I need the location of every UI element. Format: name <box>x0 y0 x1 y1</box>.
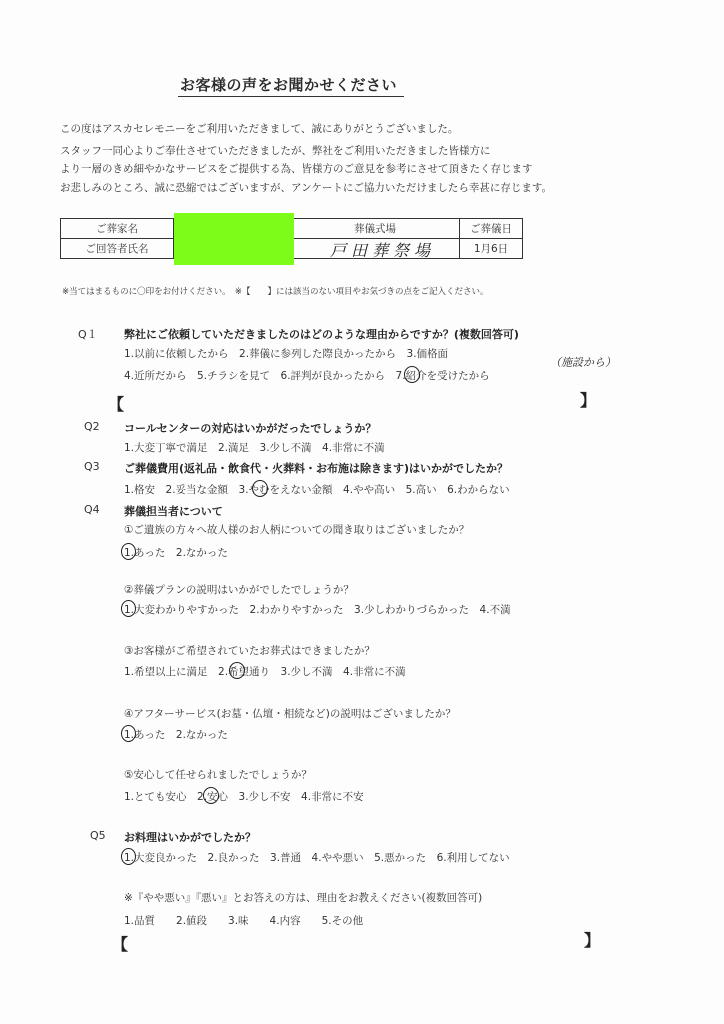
q1-options-line1[interactable]: 1.以前に依頼したから 2.葬儀に参列した際良かったから 3.価格面 <box>124 348 449 360</box>
handwritten-venue: 戸田葬祭場 <box>330 241 436 260</box>
q2-question: コールセンターの対応はいかがだったでしょうか？ <box>124 422 377 435</box>
intro-line-1: この度はアスカセレモニーをご利用いただきまして、誠にありがとうございました。 <box>60 123 459 135</box>
q5-options[interactable]: 1.大変良かった 2.良かった 3.普通 4.やや悪い 5.悪かった 6.利用してない <box>124 852 510 864</box>
q5-bracket-open: 【 <box>112 935 129 954</box>
date-value[interactable]: 1月6日 <box>460 239 523 259</box>
q3-options[interactable]: 1.格安 2.妥当な金額 3.やむをえない金額 4.やや高い 5.高い 6.わからない <box>124 484 510 496</box>
q4-sub2-options[interactable]: 1.大変わかりやすかった 2.わかりやすかった 3.少しわかりづらかった 4.不満 <box>124 604 511 616</box>
q2-number: Q2 <box>84 420 100 433</box>
q5-followup-options[interactable]: 1.品質 2.値段 3.味 4.内容 5.その他 <box>124 915 364 927</box>
q5-bracket-close: 】 <box>584 931 601 950</box>
q1-bracket-open: 【 <box>108 395 125 414</box>
family-name-label: ご葬家名 <box>61 219 174 239</box>
q1-selected-circle <box>404 366 420 383</box>
venue-label: 葬儀式場 <box>291 219 460 239</box>
instruction-note: ※当てはまるものに〇印をお付けください。 ※【 】には該当のない項目やお気づきの点をご記入ください。 <box>62 287 489 297</box>
intro-line-4: お悲しみのところ、誠に恐縮ではございますが、アンケートにご協力いただけましたら幸甚に存じます。 <box>60 182 553 194</box>
q1-handwritten-note: （施設から） <box>550 356 616 369</box>
form-title: お客様の声をお聞かせください <box>180 76 398 94</box>
q5-number: Q5 <box>90 829 106 842</box>
intro-line-3: より一層のきめ細やかなサービスをご提供する為、皆様方のご意見を参考にさせて頂きたく存じます <box>60 163 533 175</box>
q4-sub5-question: ⑤安心して任せられましたでしょうか？ <box>124 769 312 781</box>
q4-sub5-options[interactable]: 1.とても安心 2.安心 3.少し不安 4.非常に不安 <box>124 791 364 803</box>
q3-question: ご葬儀費用(返礼品・飲食代・火葬料・お布施は除きます)はいかがでしたか？ <box>124 462 509 475</box>
q4-sub3-options[interactable]: 1.希望以上に満足 2.希望通り 3.少し不満 4.非常に不満 <box>124 666 406 678</box>
date-label: ご葬儀日 <box>460 219 523 239</box>
q1-question: 弊社にご依頼していただきましたのはどのような理由からですか？(複数回答可) <box>124 328 519 341</box>
q4-sub3-question: ③お客様がご希望されていたお葬式はできましたか？ <box>124 645 375 657</box>
q4-sub1-options[interactable]: 1.あった 2.なかった <box>124 547 228 559</box>
q5-selected-circle <box>121 848 136 865</box>
q1-options-line2[interactable]: 4.近所だから 5.チラシを見て 6.評判が良かったから 7.紹介を受けたから <box>124 370 490 382</box>
q1-bracket-close: 】 <box>580 391 597 410</box>
q4-question: 葬儀担当者について <box>124 505 223 518</box>
q4-number: Q4 <box>84 503 100 516</box>
q5-followup: ※『やや悪い』『悪い』とお答えの方は、理由をお教えください(複数回答可) <box>124 892 483 904</box>
q4-sub4-selected-circle <box>121 725 136 742</box>
q4-sub3-selected-circle <box>229 662 245 679</box>
respondent-label: ご回答者氏名 <box>61 239 174 259</box>
q1-number: Q１ <box>78 328 98 341</box>
q5-question: お料理はいかがでしたか？ <box>124 831 256 844</box>
q4-sub2-selected-circle <box>121 600 136 617</box>
q4-sub5-selected-circle <box>203 787 219 804</box>
q4-sub4-question: ④アフターサービス(お墓・仏壇・相続など)の説明はございましたか？ <box>124 708 456 720</box>
redaction-mark <box>174 213 294 265</box>
q2-options[interactable]: 1.大変丁寧で満足 2.満足 3.少し不満 4.非常に不満 <box>124 442 385 454</box>
q4-sub1-selected-circle <box>121 543 136 560</box>
intro-line-2: スタッフ一同心よりご奉仕させていただきましたが、弊社をご利用いただきました皆様方に <box>60 145 491 157</box>
q4-sub1-question: ①ご遺族の方々へ故人様のお人柄についての聞き取りはございましたか？ <box>124 524 470 536</box>
q4-sub2-question: ②葬儀プランの説明はいかがでしたでしょうか？ <box>124 584 354 596</box>
q4-sub4-options[interactable]: 1.あった 2.なかった <box>124 729 228 741</box>
title-underline <box>178 96 404 97</box>
q3-number: Q3 <box>84 460 100 473</box>
q3-selected-circle <box>252 480 268 497</box>
